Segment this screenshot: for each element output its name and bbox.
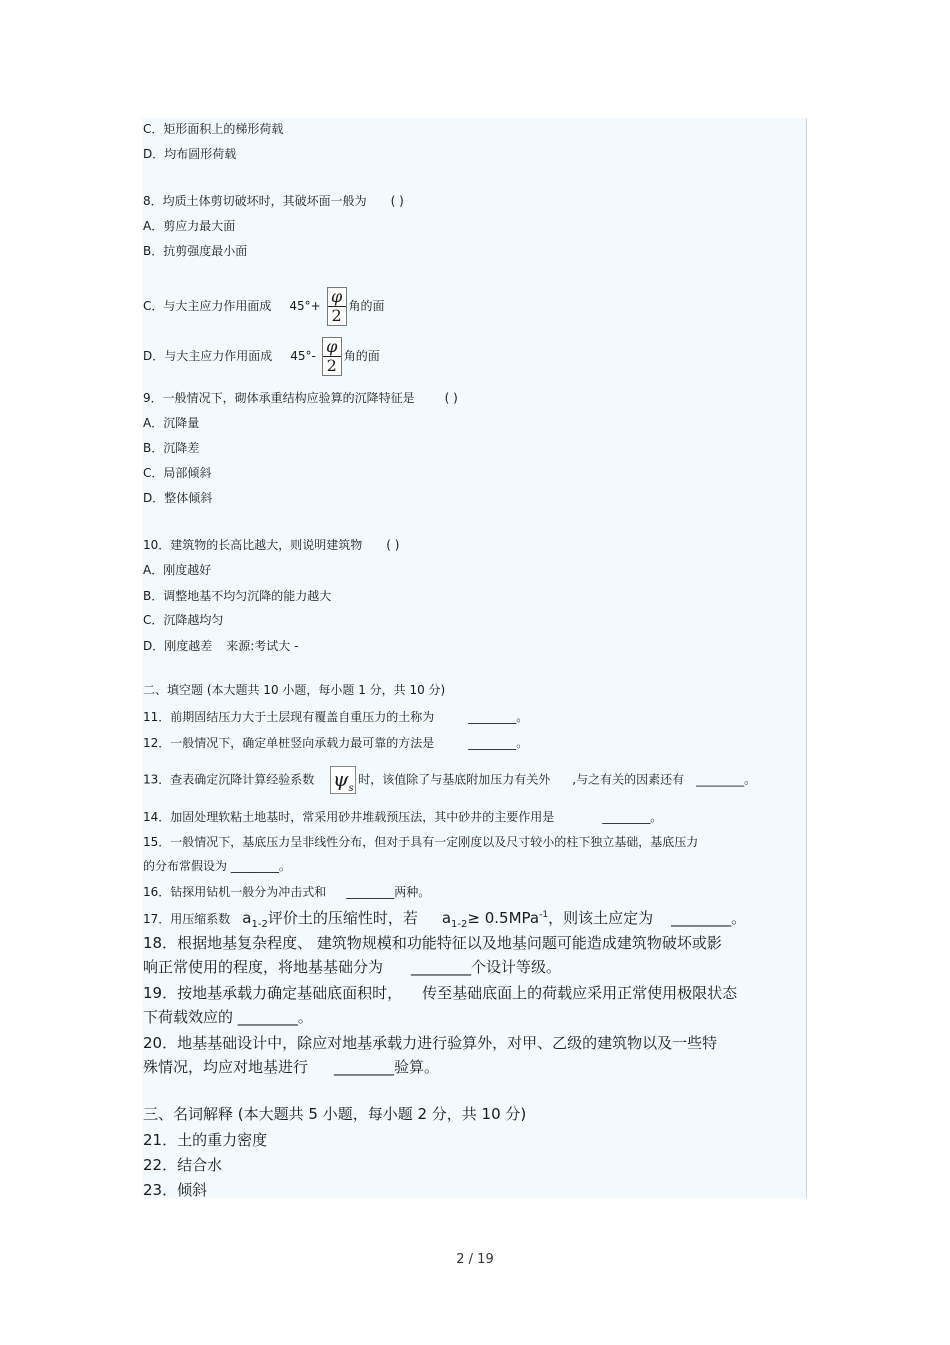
psi-s-symbol: $\psi_s$ xyxy=(330,766,356,794)
question-11: 11．前期固结压力大于土层现有覆盖自重压力的土称为 ________。 xyxy=(143,710,529,724)
q10-option-d: D．刚度越差 来源:考试大 - xyxy=(143,639,299,653)
q8-option-b: B．抗剪强度最小面 xyxy=(143,244,248,258)
question-14: 14．加固处理软粘土地基时，常采用砂井堆载预压法，其中砂井的主要作用是 ________。 xyxy=(143,810,663,824)
q9-option-c: C．局部倾斜 xyxy=(143,466,212,480)
section-2-heading: 二、填空题 (本大题共 10 小题，每小题 1 分，共 10 分) xyxy=(143,683,446,697)
q10-option-b: B．调整地基不均匀沉降的能力越大 xyxy=(143,589,332,603)
question-21: 21．土的重力密度 xyxy=(143,1131,268,1149)
question-23: 23．倾斜 xyxy=(143,1181,208,1199)
page-number: 2 / 19 xyxy=(456,1252,494,1267)
phi-over-2-fraction: $\frac{\varphi}{2}$ xyxy=(322,337,342,376)
question-18-line2: 响正常使用的程度，将地基基础分为 ________个设计等级。 xyxy=(143,958,562,976)
question-17: 17．用压缩系数 $a_{1-2}$评价土的压缩性时，若 $a_{1-2}\ge 0.5MPa^{-1}$，则该土应定为 ________。 xyxy=(143,909,747,930)
question-18-line1: 18．根据地基复杂程度、 建筑物规模和功能特征以及地基问题可能造成建筑物破坏或影 xyxy=(143,934,722,952)
question-15-line2: 的分布常假设为 ________。 xyxy=(143,859,291,873)
q9-option-a: A．沉降量 xyxy=(143,416,200,430)
question-15-line1: 15．一般情况下，基底压力呈非线性分布，但对于具有一定刚度以及尺寸较小的柱下独立基础，基底压力 xyxy=(143,835,699,849)
section-3-heading: 三、名词解释 (本大题共 5 小题，每小题 2 分，共 10 分) xyxy=(143,1105,527,1123)
question-10: 10．建筑物的长高比越大，则说明建筑物 ( ) xyxy=(143,538,400,552)
q8-option-d: D．与大主应力作用面成 45°- $\frac{\varphi}{2}$ 角的面 xyxy=(143,337,380,375)
question-22: 22．结合水 xyxy=(143,1156,223,1174)
question-9: 9．一般情况下，砌体承重结构应验算的沉降特征是 ( ) xyxy=(143,391,458,405)
q8-option-c: C．与大主应力作用面成 45°+ $\frac{\varphi}{2}$ 角的面 xyxy=(143,287,385,325)
question-12: 12．一般情况下，确定单桩竖向承载力最可靠的方法是 ________。 xyxy=(143,736,529,750)
question-13: 13．查表确定沉降计算经验系数 $\psi_s$时，该值除了与基底附加压力有关外 ,与之有关的因素还有 ________。 xyxy=(143,767,757,794)
option-d-uniform-circle: D．均布圆形荷载 xyxy=(143,147,237,161)
question-20-line2: 殊情况，均应对地基进行 ________验算。 xyxy=(143,1058,440,1076)
q9-option-b: B．沉降差 xyxy=(143,441,200,455)
q10-option-c: C．沉降越均匀 xyxy=(143,613,224,627)
q9-option-d: D．整体倾斜 xyxy=(143,491,213,505)
question-19-line2: 下荷载效应的 ________。 xyxy=(143,1008,313,1026)
q10-option-a: A．刚度越好 xyxy=(143,563,212,577)
q8-option-a: A．剪应力最大面 xyxy=(143,219,236,233)
question-19-line1: 19．按地基承载力确定基础底面积时， 传至基础底面上的荷载应采用正常使用极限状态 xyxy=(143,984,738,1002)
question-16: 16．钻探用钻机一般分为冲击式和 ________两种。 xyxy=(143,885,431,899)
question-8: 8．均质土体剪切破坏时，其破坏面一般为 ( ) xyxy=(143,194,404,208)
phi-over-2-fraction: $\frac{\varphi}{2}$ xyxy=(327,287,347,326)
question-20-line1: 20．地基基础设计中，除应对地基承载力进行验算外，对甲、乙级的建筑物以及一些特 xyxy=(143,1034,718,1052)
option-c-rect-trapezoid: C．矩形面积上的梯形荷载 xyxy=(143,122,284,136)
